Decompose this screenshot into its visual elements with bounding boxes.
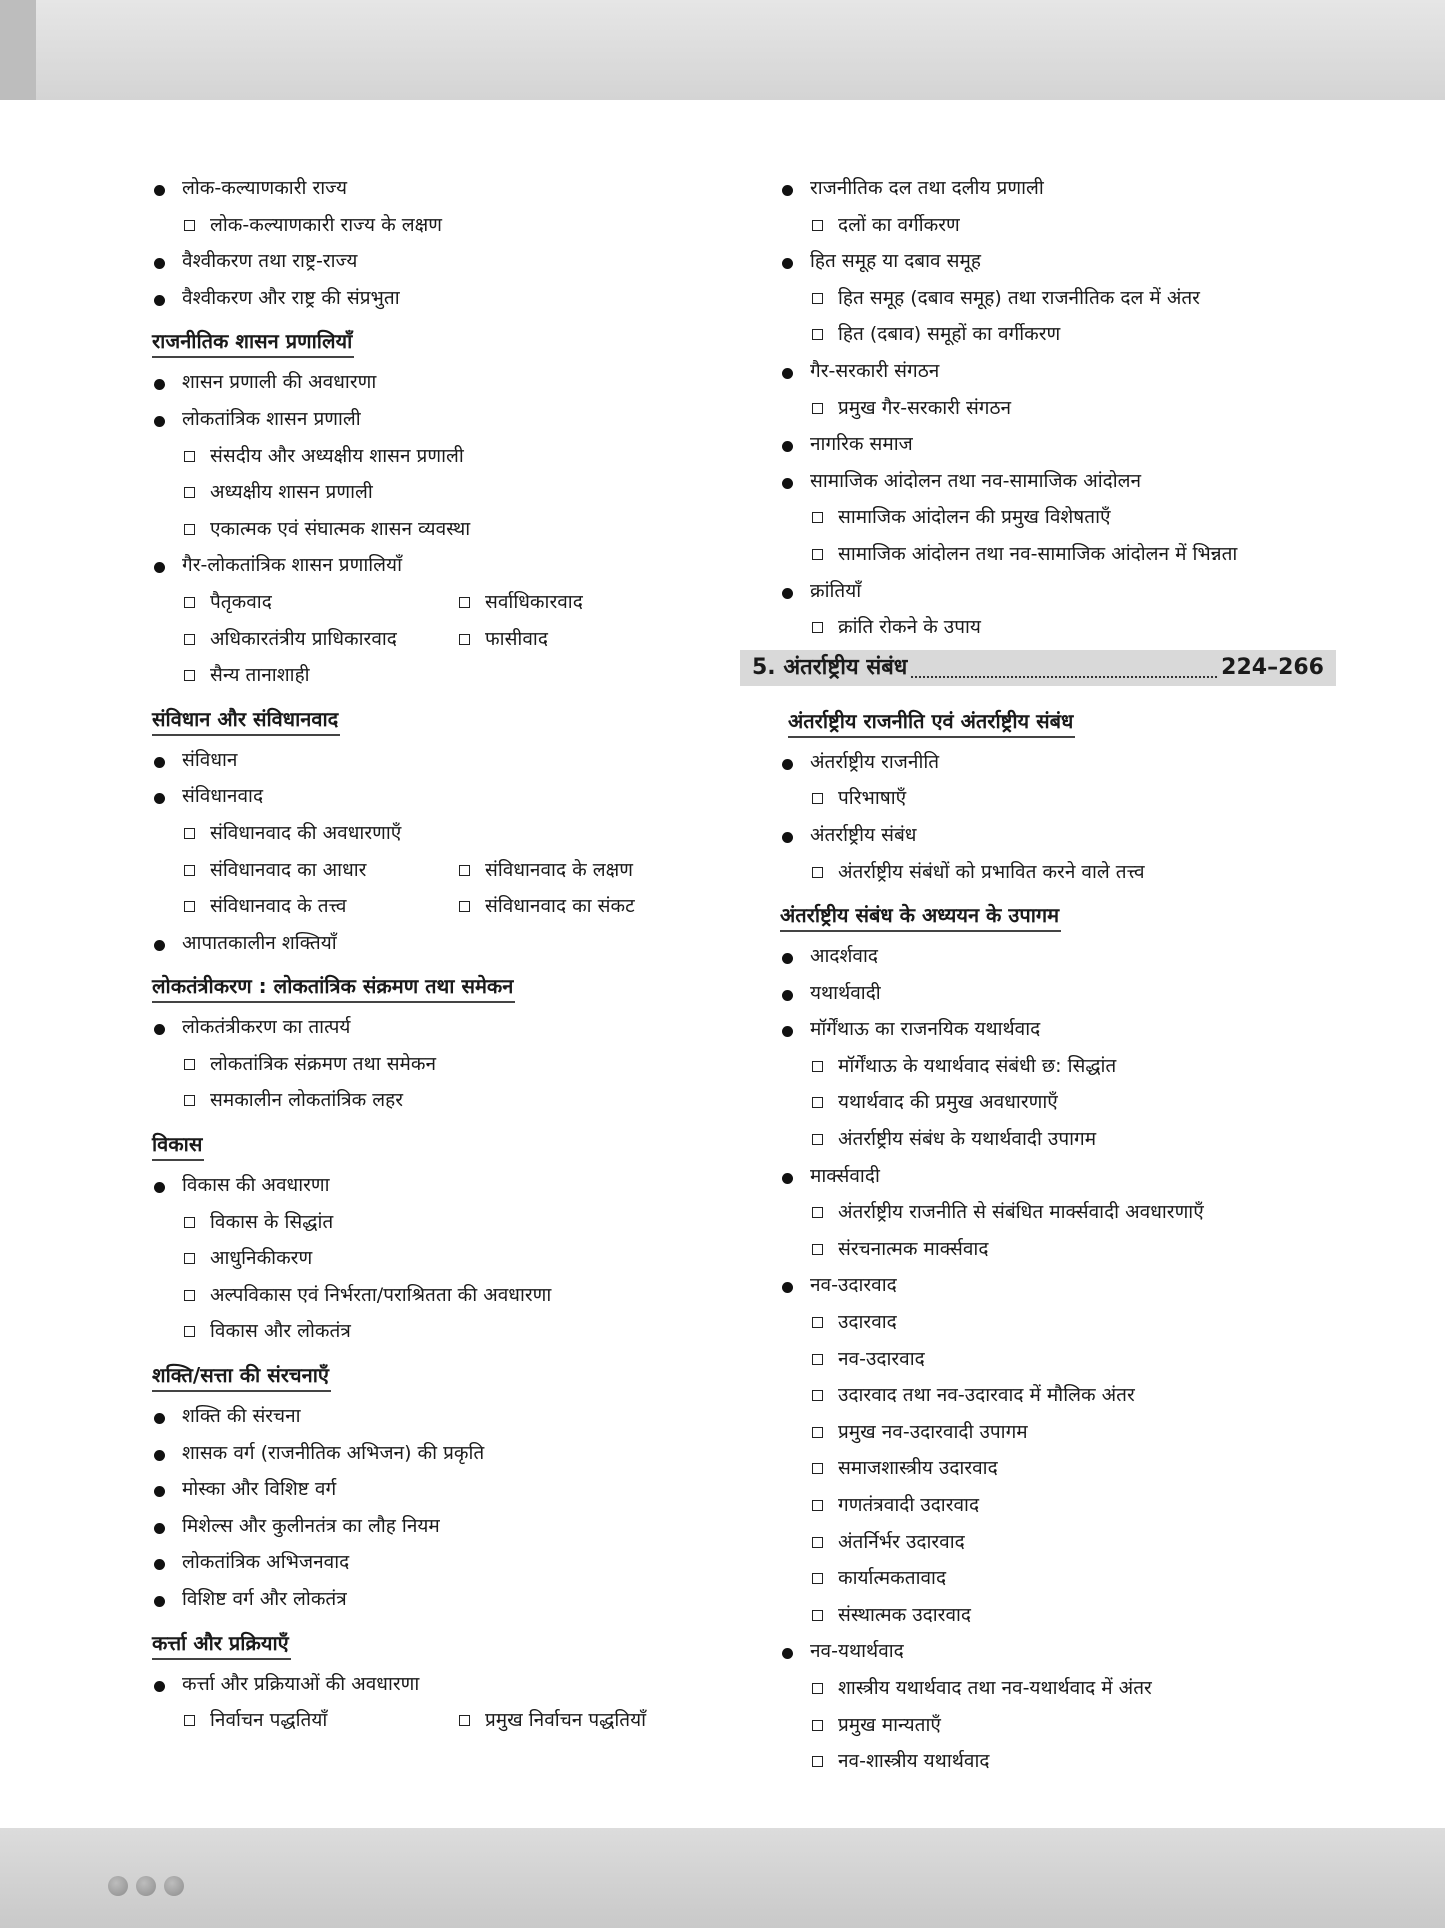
- list-item: गैर-सरकारी संगठन: [780, 353, 1340, 390]
- sub-list-pair: [152, 1702, 732, 1739]
- sub-list-item: संविधानवाद की अवधारणाएँ: [152, 815, 732, 852]
- list-item: अंतर्राष्ट्रीय संबंध: [780, 817, 1340, 854]
- sub-list-item: अल्पविकास एवं निर्भरता/पराश्रितता की अवधारणा: [152, 1277, 732, 1314]
- sub-list-item: शास्त्रीय यथार्थवाद तथा नव-यथार्थवाद में अंतर: [780, 1670, 1340, 1707]
- list-item: लोकतांत्रिक शासन प्रणाली: [152, 401, 732, 438]
- left-column: [152, 170, 732, 1739]
- list-item: वैश्वीकरण तथा राष्ट्र-राज्य: [152, 243, 732, 280]
- sub-list-item: अंतर्राष्ट्रीय संबंधों को प्रभावित करने वाले तत्त्व: [780, 854, 1340, 891]
- header-bar: [0, 0, 1445, 100]
- section-heading: अंतर्राष्ट्रीय राजनीति एवं अंतर्राष्ट्रीय संबंध: [788, 708, 1075, 738]
- sub-list-item: अंतर्राष्ट्रीय संबंध के यथार्थवादी उपागम: [780, 1121, 1340, 1158]
- sub-list-item: हित (दबाव) समूहों का वर्गीकरण: [780, 316, 1340, 353]
- sub-list-item: विकास के सिद्धांत: [152, 1204, 732, 1241]
- section-heading: कर्त्ता और प्रक्रियाएँ: [152, 1630, 291, 1660]
- list-item: कर्त्ता और प्रक्रियाओं की अवधारणा: [152, 1666, 732, 1703]
- three-dots-icon: [108, 1876, 184, 1896]
- sub-list-pair: [152, 584, 732, 621]
- sub-list-item: फासीवाद: [457, 621, 732, 658]
- sub-list-pair: [152, 888, 732, 925]
- sub-list-item: हित समूह (दबाव समूह) तथा राजनीतिक दल में अंतर: [780, 280, 1340, 317]
- list-item: मॉर्गेंथाऊ का राजनयिक यथार्थवाद: [780, 1011, 1340, 1048]
- section-heading: अंतर्राष्ट्रीय संबंध के अध्ययन के उपागम: [780, 902, 1061, 932]
- list-item: मिशेल्स और कुलीनतंत्र का लौह नियम: [152, 1508, 732, 1545]
- list-item: मोस्का और विशिष्ट वर्ग: [152, 1471, 732, 1508]
- chapter-title: 5. अंतर्राष्ट्रीय संबंध: [752, 654, 908, 680]
- sub-list-item: संस्थात्मक उदारवाद: [780, 1597, 1340, 1634]
- list-item: नागरिक समाज: [780, 426, 1340, 463]
- sub-list-item: एकात्मक एवं संघात्मक शासन व्यवस्था: [152, 511, 732, 548]
- list-item: क्रांतियाँ: [780, 573, 1340, 610]
- sub-list-item: सैन्य तानाशाही: [152, 657, 732, 694]
- footer-bar: [0, 1828, 1445, 1928]
- sub-list-item: सामाजिक आंदोलन तथा नव-सामाजिक आंदोलन में भिन्नता: [780, 536, 1340, 573]
- section-heading: राजनीतिक शासन प्रणालियाँ: [152, 328, 354, 358]
- dot-icon: [136, 1876, 156, 1896]
- list-item: हित समूह या दबाव समूह: [780, 243, 1340, 280]
- sub-list-item: नव-शास्त्रीय यथार्थवाद: [780, 1743, 1340, 1780]
- list-item: लोक-कल्याणकारी राज्य: [152, 170, 732, 207]
- right-column: [752, 170, 1340, 1780]
- sub-list-item: अंतर्राष्ट्रीय राजनीति से संबंधित मार्क्सवादी अवधारणाएँ: [780, 1194, 1340, 1231]
- list-item: यथार्थवादी: [780, 975, 1340, 1012]
- list-item: संविधानवाद: [152, 778, 732, 815]
- header-tab: [0, 0, 36, 100]
- list-item: संविधान: [152, 742, 732, 779]
- list-item: गैर-लोकतांत्रिक शासन प्रणालियाँ: [152, 547, 732, 584]
- section-heading: लोकतंत्रीकरण : लोकतांत्रिक संक्रमण तथा समेकन: [152, 973, 515, 1003]
- dot-icon: [108, 1876, 128, 1896]
- list-item: लोकतांत्रिक अभिजनवाद: [152, 1544, 732, 1581]
- list-item: लोकतंत्रीकरण का तात्पर्य: [152, 1009, 732, 1046]
- sub-list-item: प्रमुख मान्यताएँ: [780, 1707, 1340, 1744]
- sub-list-item: निर्वाचन पद्धतियाँ: [152, 1702, 457, 1739]
- dot-icon: [164, 1876, 184, 1896]
- sub-list-item: यथार्थवाद की प्रमुख अवधारणाएँ: [780, 1084, 1340, 1121]
- list-item: अंतर्राष्ट्रीय राजनीति: [780, 744, 1340, 781]
- sub-list-item: संविधानवाद के लक्षण: [457, 852, 732, 889]
- sub-list-item: दलों का वर्गीकरण: [780, 207, 1340, 244]
- list-item: विकास की अवधारणा: [152, 1167, 732, 1204]
- sub-list-item: क्रांति रोकने के उपाय: [780, 609, 1340, 646]
- sub-list-item: उदारवाद: [780, 1304, 1340, 1341]
- sub-list-item: परिभाषाएँ: [780, 780, 1340, 817]
- list-item: विशिष्ट वर्ग और लोकतंत्र: [152, 1581, 732, 1618]
- list-item: शासक वर्ग (राजनीतिक अभिजन) की प्रकृति: [152, 1435, 732, 1472]
- sub-list-item: सर्वाधिकारवाद: [457, 584, 732, 621]
- chapter-heading: [740, 650, 1336, 686]
- sub-list-item: कार्यात्मकतावाद: [780, 1560, 1340, 1597]
- sub-list-item: लोक-कल्याणकारी राज्य के लक्षण: [152, 207, 732, 244]
- list-item: शासन प्रणाली की अवधारणा: [152, 364, 732, 401]
- section-heading: संविधान और संविधानवाद: [152, 706, 340, 736]
- sub-list-item: समाजशास्त्रीय उदारवाद: [780, 1450, 1340, 1487]
- sub-list-item: अधिकारतंत्रीय प्राधिकारवाद: [152, 621, 457, 658]
- list-item: राजनीतिक दल तथा दलीय प्रणाली: [780, 170, 1340, 207]
- list-item: वैश्वीकरण और राष्ट्र की संप्रभुता: [152, 280, 732, 317]
- list-item: सामाजिक आंदोलन तथा नव-सामाजिक आंदोलन: [780, 463, 1340, 500]
- sub-list-item: मॉर्गेंथाऊ के यथार्थवाद संबंधी छ: सिद्धांत: [780, 1048, 1340, 1085]
- dot-leader: [911, 676, 1217, 678]
- sub-list-item: प्रमुख नव-उदारवादी उपागम: [780, 1414, 1340, 1451]
- list-item: शक्ति की संरचना: [152, 1398, 732, 1435]
- sub-list-item: सामाजिक आंदोलन की प्रमुख विशेषताएँ: [780, 499, 1340, 536]
- sub-list-item: आधुनिकीकरण: [152, 1240, 732, 1277]
- sub-list-item: लोकतांत्रिक संक्रमण तथा समेकन: [152, 1046, 732, 1083]
- sub-list-item: अंतर्निर्भर उदारवाद: [780, 1524, 1340, 1561]
- sub-list-item: विकास और लोकतंत्र: [152, 1313, 732, 1350]
- sub-list-item: संरचनात्मक मार्क्सवाद: [780, 1231, 1340, 1268]
- list-item: मार्क्सवादी: [780, 1158, 1340, 1195]
- section-heading: विकास: [152, 1131, 204, 1161]
- sub-list-item: प्रमुख निर्वाचन पद्धतियाँ: [457, 1702, 732, 1739]
- sub-list-item: संविधानवाद के तत्त्व: [152, 888, 457, 925]
- sub-list-item: संविधानवाद का आधार: [152, 852, 457, 889]
- sub-list-item: अध्यक्षीय शासन प्रणाली: [152, 474, 732, 511]
- sub-list-item: नव-उदारवाद: [780, 1341, 1340, 1378]
- sub-list-pair: [152, 621, 732, 658]
- sub-list-item: गणतंत्रवादी उदारवाद: [780, 1487, 1340, 1524]
- list-item: आदर्शवाद: [780, 938, 1340, 975]
- sub-list-item: उदारवाद तथा नव-उदारवाद में मौलिक अंतर: [780, 1377, 1340, 1414]
- sub-list-item: पैतृकवाद: [152, 584, 457, 621]
- chapter-pages: 224–266: [1221, 654, 1324, 680]
- sub-list-pair: [152, 852, 732, 889]
- sub-list-item: समकालीन लोकतांत्रिक लहर: [152, 1082, 732, 1119]
- section-heading: शक्ति/सत्ता की संरचनाएँ: [152, 1362, 331, 1392]
- list-item: नव-उदारवाद: [780, 1267, 1340, 1304]
- sub-list-item: प्रमुख गैर-सरकारी संगठन: [780, 390, 1340, 427]
- sub-list-item: संसदीय और अध्यक्षीय शासन प्रणाली: [152, 438, 732, 475]
- list-item: नव-यथार्थवाद: [780, 1633, 1340, 1670]
- list-item: आपातकालीन शक्तियाँ: [152, 925, 732, 962]
- sub-list-item: संविधानवाद का संकट: [457, 888, 732, 925]
